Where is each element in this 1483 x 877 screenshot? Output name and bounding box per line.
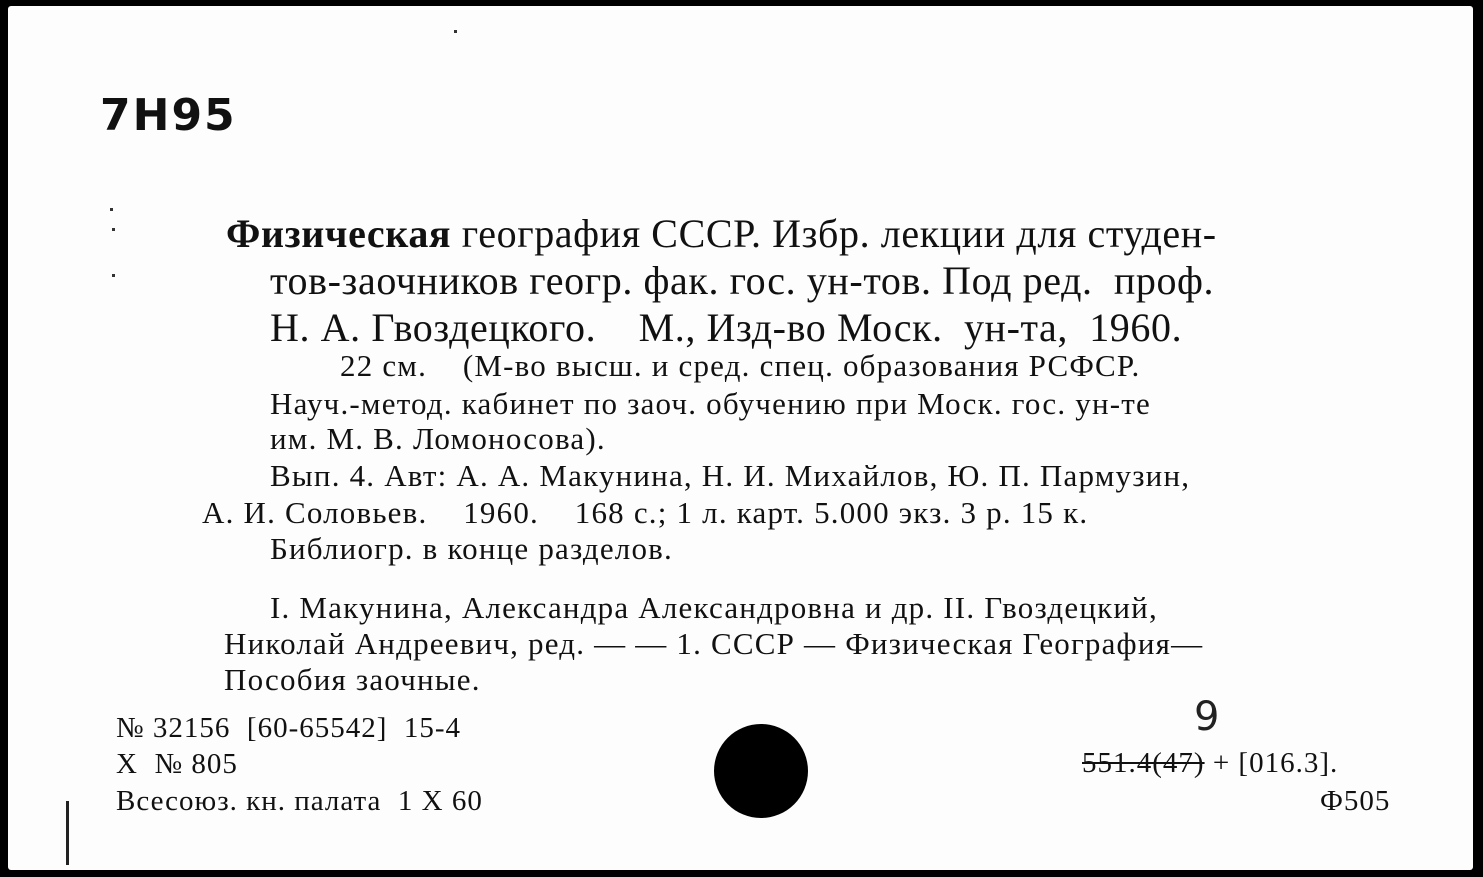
footer-line-1: № 32156 [60-65542] 15-4 — [116, 712, 462, 744]
entry-line-1-text: география СССР. Избр. лекции для студен- — [451, 211, 1217, 256]
classification-line — [1082, 747, 1338, 780]
entry-line-7: Вып. 4. Авт: А. А. Макунина, Н. И. Михайлов, Ю. П. Пармузин, — [270, 458, 1191, 493]
classification-rest: + [016.3]. — [1204, 747, 1339, 779]
entry-line-5: Науч.-метод. кабинет по заоч. обучению при Моск. гос. ун-те — [270, 386, 1151, 421]
punch-hole — [714, 724, 808, 818]
tracing-line-3: Пособия заочные. — [224, 662, 481, 697]
struck-classification: 551.4(47) — [1082, 747, 1205, 779]
entry-line-8: А. И. Соловьев. 1960. 168 с.; 1 л. карт. 5.000 экз. 3 р. 15 к. — [202, 495, 1089, 530]
classification-code: Ф505 — [1320, 785, 1391, 817]
catalog-card — [8, 6, 1473, 870]
speck — [110, 208, 113, 211]
speck — [112, 228, 115, 231]
footer-line-3: Всесоюз. кн. палата 1 X 60 — [116, 785, 483, 817]
tracing-line-2: Николай Андреевич, ред. — — 1. СССР — Физическая География— — [224, 626, 1204, 661]
call-number: 7Н95 — [100, 90, 237, 141]
tracing-line-1: I. Макунина, Александра Александровна и др. II. Гвоздецкий, — [270, 590, 1158, 625]
entry-line-6: им. М. В. Ломоносова). — [270, 421, 606, 456]
margin-mark — [66, 801, 69, 865]
handwritten-mark: 9 — [1194, 694, 1220, 740]
speck — [454, 30, 457, 33]
speck — [112, 274, 115, 277]
entry-line-1 — [226, 210, 1217, 257]
entry-line-3: Н. А. Гвоздецкого. М., Изд-во Моск. ун-та, 1960. — [270, 305, 1183, 350]
entry-line-4: 22 см. (М-во высш. и сред. спец. образования РСФСР. — [340, 348, 1141, 383]
entry-title: Физическая — [226, 211, 452, 256]
entry-line-2: тов-заочников геогр. фак. гос. ун-тов. Под ред. проф. — [270, 258, 1215, 303]
footer-line-2: X № 805 — [116, 748, 238, 780]
entry-line-9: Библиогр. в конце разделов. — [270, 531, 673, 566]
